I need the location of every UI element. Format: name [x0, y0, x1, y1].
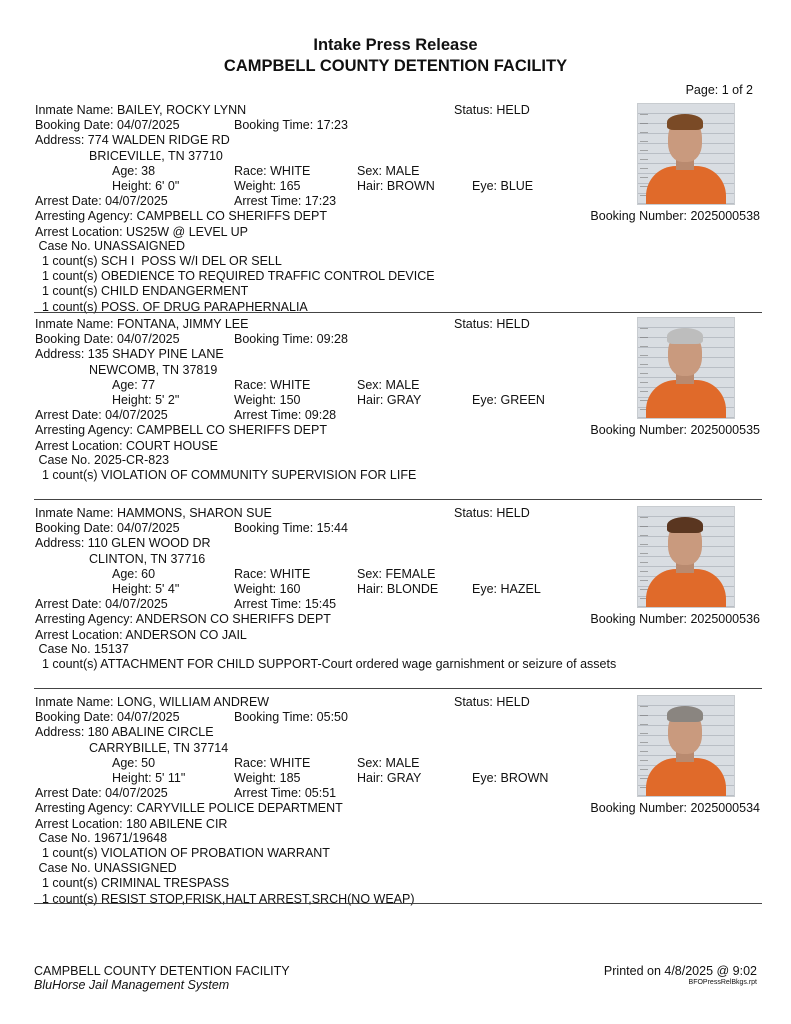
arrest-time: Arrest Time: 09:28: [234, 408, 337, 423]
charge-line: 1 count(s) VIOLATION OF PROBATION WARRANT: [35, 846, 330, 860]
race: Race: WHITE: [234, 163, 311, 178]
inmate-record: [0, 317, 791, 517]
arrest-time: Arrest Time: 17:23: [234, 194, 337, 209]
inmate-name: Inmate Name: FONTANA, JIMMY LEE: [35, 317, 249, 331]
record-separator: [34, 312, 762, 313]
booking-time: Booking Time: 09:28: [234, 332, 348, 347]
height: Height: 6' 0": [112, 179, 180, 193]
hair: Hair: GRAY: [357, 771, 422, 785]
booking-time: Booking Time: 17:23: [234, 118, 348, 133]
race: Race: WHITE: [234, 566, 311, 581]
page-number: Page: 1 of 2: [685, 83, 753, 97]
sex: Sex: FEMALE: [357, 566, 436, 581]
hair: [667, 706, 703, 722]
orange-jumpsuit: [646, 569, 726, 608]
hair: Hair: BROWN: [357, 179, 435, 193]
orange-jumpsuit: [646, 166, 726, 205]
arresting-agency: Arresting Agency: CARYVILLE POLICE DEPARTMENT: [35, 801, 343, 816]
footer-facility: CAMPBELL COUNTY DETENTION FACILITY: [34, 964, 290, 978]
address-line2: NEWCOMB, TN 37819: [89, 362, 218, 377]
charge-line: 1 count(s) SCH I POSS W/I DEL OR SELL: [35, 254, 282, 268]
booking-number: Booking Number: 2025000536: [590, 612, 760, 627]
eye: Eye: BLUE: [472, 179, 534, 193]
arrest-date: Arrest Date: 04/07/2025: [35, 194, 168, 209]
mugshot-photo: [637, 317, 735, 419]
booking-date: Booking Date: 04/07/2025: [35, 521, 180, 536]
record-separator: [34, 688, 762, 689]
address-line2: CARRYBILLE, TN 37714: [89, 740, 229, 755]
weight: Weight: 185: [234, 771, 301, 785]
record-separator: [34, 903, 762, 904]
age: Age: 50: [112, 755, 156, 770]
charge-line: 1 count(s) ATTACHMENT FOR CHILD SUPPORT-Court ordered wage garnishment or seizure of assets: [35, 657, 617, 671]
weight: Weight: 165: [234, 179, 301, 193]
case-number: Case No. UNASSIGNED: [35, 861, 177, 876]
status: Status: HELD: [454, 695, 530, 709]
eye: Eye: BROWN: [472, 771, 549, 785]
address-line2: CLINTON, TN 37716: [89, 551, 206, 566]
report-title: Intake Press Release: [313, 36, 478, 54]
booking-time: Booking Time: 05:50: [234, 710, 348, 725]
arrest-time: Arrest Time: 05:51: [234, 786, 337, 801]
booking-date: Booking Date: 04/07/2025: [35, 710, 180, 725]
height: Height: 5' 2": [112, 393, 180, 407]
weight: Weight: 150: [234, 393, 301, 407]
case-number: Case No. 2025-CR-823: [35, 452, 170, 467]
footer-printed: Printed on 4/8/2025 @ 9:02: [603, 964, 757, 978]
mugshot-photo: [637, 103, 735, 205]
mugshot-photo: [637, 695, 735, 797]
arrest-location: Arrest Location: ANDERSON CO JAIL: [35, 627, 247, 642]
eye: Eye: GREEN: [472, 393, 545, 407]
hair: [667, 114, 703, 130]
arresting-agency: Arresting Agency: CAMPBELL CO SHERIFFS DEPT: [35, 209, 327, 224]
address-line2: BRICEVILLE, TN 37710: [89, 148, 223, 163]
sex: Sex: MALE: [357, 377, 420, 392]
inmate-name: Inmate Name: BAILEY, ROCKY LYNN: [35, 103, 247, 117]
arresting-agency: Arresting Agency: CAMPBELL CO SHERIFFS DEPT: [35, 423, 327, 438]
arrest-location: Arrest Location: US25W @ LEVEL UP: [35, 224, 249, 239]
case-number: Case No. UNASSAIGNED: [35, 238, 186, 253]
charge-line: 1 count(s) POSS. OF DRUG PARAPHERNALIA: [35, 299, 308, 314]
inmate-record: [0, 506, 791, 706]
charge-line: 1 count(s) OBEDIENCE TO REQUIRED TRAFFIC CONTROL DEVICE: [35, 269, 435, 284]
hair: Hair: GRAY: [357, 393, 422, 407]
booking-date: Booking Date: 04/07/2025: [35, 332, 180, 347]
booking-number: Booking Number: 2025000534: [590, 801, 760, 816]
charge-line: 1 count(s) CRIMINAL TRESPASS: [35, 876, 230, 891]
mugshot-photo: [637, 506, 735, 608]
arresting-agency: Arresting Agency: ANDERSON CO SHERIFFS DEPT: [35, 612, 331, 627]
hair: [667, 328, 703, 344]
age: Age: 60: [112, 566, 156, 581]
height: Height: 5' 11": [112, 771, 186, 785]
address-line1: Address: 135 SHADY PINE LANE: [35, 347, 224, 362]
orange-jumpsuit: [646, 758, 726, 797]
inmate-name: Inmate Name: LONG, WILLIAM ANDREW: [35, 695, 270, 709]
charge-line: 1 count(s) RESIST STOP,FRISK,HALT ARREST,SRCH(NO WEAP): [35, 891, 415, 906]
orange-jumpsuit: [646, 380, 726, 419]
arrest-time: Arrest Time: 15:45: [234, 597, 337, 612]
height: Height: 5' 4": [112, 582, 180, 596]
case-number: Case No. 15137: [35, 641, 129, 656]
race: Race: WHITE: [234, 377, 311, 392]
facility-title: CAMPBELL COUNTY DETENTION FACILITY: [223, 57, 568, 75]
charge-line: 1 count(s) CHILD ENDANGERMENT: [35, 284, 249, 299]
eye: Eye: HAZEL: [472, 582, 541, 596]
sex: Sex: MALE: [357, 755, 420, 770]
charge-line: 1 count(s) VIOLATION OF COMMUNITY SUPERVISION FOR LIFE: [35, 468, 417, 482]
inmate-record: [0, 695, 791, 906]
race: Race: WHITE: [234, 755, 311, 770]
inmate-name: Inmate Name: HAMMONS, SHARON SUE: [35, 506, 272, 520]
booking-time: Booking Time: 15:44: [234, 521, 348, 536]
age: Age: 38: [112, 163, 156, 178]
status: Status: HELD: [454, 506, 530, 520]
booking-date: Booking Date: 04/07/2025: [35, 118, 180, 133]
booking-number: Booking Number: 2025000535: [590, 423, 760, 438]
status: Status: HELD: [454, 103, 530, 117]
status: Status: HELD: [454, 317, 530, 331]
inmate-record: [0, 103, 791, 314]
footer-system: BluHorse Jail Management System: [34, 978, 230, 992]
address-line1: Address: 180 ABALINE CIRCLE: [35, 725, 214, 740]
arrest-date: Arrest Date: 04/07/2025: [35, 786, 168, 801]
age: Age: 77: [112, 377, 156, 392]
hair: [667, 517, 703, 533]
arrest-date: Arrest Date: 04/07/2025: [35, 408, 168, 423]
arrest-location: Arrest Location: 180 ABILENE CIR: [35, 816, 228, 831]
address-line1: Address: 110 GLEN WOOD DR: [35, 536, 211, 551]
arrest-location: Arrest Location: COURT HOUSE: [35, 438, 218, 453]
address-line1: Address: 774 WALDEN RIDGE RD: [35, 133, 230, 148]
sex: Sex: MALE: [357, 163, 420, 178]
hair: Hair: BLONDE: [357, 582, 439, 596]
case-number: Case No. 19671/19648: [35, 830, 168, 845]
weight: Weight: 160: [234, 582, 301, 596]
booking-number: Booking Number: 2025000538: [590, 209, 760, 224]
record-separator: [34, 499, 762, 500]
arrest-date: Arrest Date: 04/07/2025: [35, 597, 168, 612]
footer-report-file: BFOPressRelBkgs.rpt: [688, 979, 757, 986]
